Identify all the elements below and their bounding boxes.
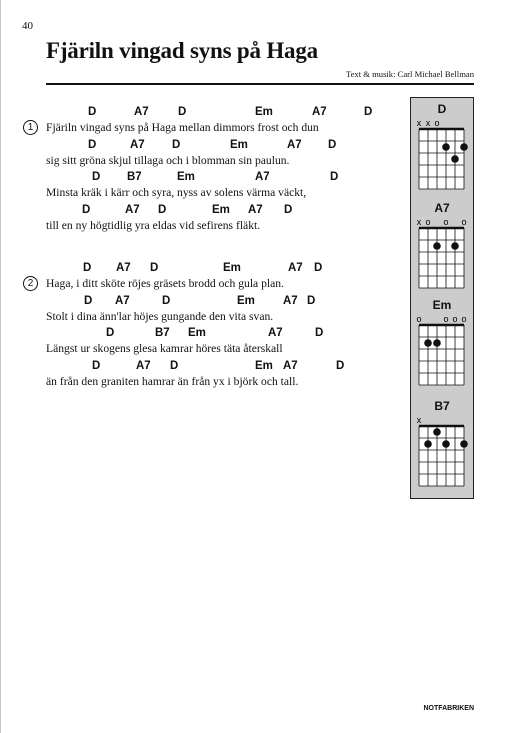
chord-symbol: Em	[177, 171, 195, 183]
chord-symbol: D	[307, 294, 316, 307]
chord-symbol: D	[284, 203, 293, 216]
finger-dot	[433, 242, 441, 250]
fretboard-background	[419, 325, 464, 385]
chord-symbol: D	[330, 171, 339, 183]
chord-symbol: Em	[255, 106, 273, 118]
open-string-marker: o	[461, 217, 467, 227]
chord-symbol: Em	[237, 294, 255, 307]
chord-symbol: D	[178, 106, 187, 118]
muted-string-marker: x	[416, 118, 422, 128]
chord-symbol: A7	[136, 359, 151, 372]
chord-symbol: A7	[287, 138, 302, 151]
muted-string-marker: x	[425, 118, 431, 128]
fretboard-grid	[411, 216, 473, 296]
lyric-line: sig sitt gröna skjul tillaga och i blomman sin paulun.	[46, 153, 290, 167]
finger-dot	[460, 143, 468, 151]
muted-string-marker: x	[416, 415, 422, 425]
page-number: 40	[22, 20, 33, 32]
chord-symbol: A7	[312, 106, 327, 118]
chord-symbol: A7	[134, 106, 149, 118]
open-string-marker: o	[443, 217, 449, 227]
chord-symbol: D	[336, 359, 345, 372]
chord-symbol: A7	[125, 203, 140, 216]
chord-symbol: D	[88, 138, 97, 151]
finger-dot	[442, 440, 450, 448]
open-string-marker: o	[416, 314, 422, 324]
chord-symbol: D	[88, 106, 97, 118]
chord-symbol: A7	[255, 171, 270, 183]
chord-symbol: A7	[283, 294, 298, 307]
chord-symbol: Em	[255, 359, 273, 372]
chord-symbol: D	[314, 262, 323, 274]
chord-symbol: D	[158, 203, 167, 216]
chord-symbol: D	[83, 262, 92, 274]
chord-symbol: A7	[115, 294, 130, 307]
chord-diagram-panel	[410, 97, 474, 499]
fretboard-background	[419, 228, 464, 288]
lyric-line: Stolt i dina änn'lar höjes gungande den vita svan.	[46, 309, 274, 323]
finger-dot	[451, 155, 459, 163]
chord-symbol: D	[92, 171, 101, 183]
finger-dot	[424, 339, 432, 347]
chord-symbol: Em	[188, 327, 206, 339]
chord-symbol: D	[84, 294, 93, 307]
fretboard-grid	[411, 414, 473, 494]
page-edge	[0, 0, 1, 733]
chord-diagram-name: B7	[434, 399, 450, 413]
chord-symbol: D	[82, 203, 91, 216]
chord-symbol: D	[315, 327, 324, 339]
chord-diagram-name: A7	[434, 201, 450, 215]
verse-number: 1	[23, 120, 38, 135]
chord-symbol: Em	[223, 262, 241, 274]
muted-string-marker: x	[416, 217, 422, 227]
finger-dot	[442, 143, 450, 151]
lyric-line: Fjäriln vingad syns på Haga mellan dimmors frost och dun	[46, 121, 319, 134]
fretboard-grid	[411, 313, 473, 393]
chord-symbol: A7	[130, 138, 145, 151]
chord-symbol: B7	[155, 327, 170, 339]
chord-symbol: A7	[288, 262, 303, 274]
lyric-line: Minsta kräk i kärr och syra, nyss av solens värma väckt,	[46, 186, 307, 199]
chord-symbol: Em	[230, 138, 248, 151]
fretboard-grid	[411, 117, 473, 197]
open-string-marker: o	[452, 314, 458, 324]
lyric-line: Haga, i ditt sköte röjes gräsets brodd och gula plan.	[46, 277, 284, 290]
chord-symbol: B7	[127, 171, 142, 183]
finger-dot	[424, 440, 432, 448]
finger-dot	[460, 440, 468, 448]
chord-symbol: D	[106, 327, 115, 339]
lyric-line: till en ny högtidlig yra eldas vid sefirens fläkt.	[46, 218, 261, 232]
chord-symbol: A7	[283, 359, 298, 372]
finger-dot	[451, 242, 459, 250]
chord-symbol: D	[170, 359, 179, 372]
chord-symbol: A7	[248, 203, 263, 216]
chord-symbol: A7	[268, 327, 283, 339]
chord-diagram-name: Em	[432, 298, 452, 312]
title-rule	[46, 83, 474, 85]
chord-symbol: Em	[212, 203, 230, 216]
chord-symbol: D	[150, 262, 159, 274]
lyric-line: än från den graniten hamrar än från yx i björk och tall.	[46, 374, 299, 388]
song-title: Fjäriln vingad syns på Haga	[46, 38, 318, 63]
chord-diagram-name: D	[437, 102, 447, 116]
chord-symbol: D	[92, 359, 101, 372]
chord-symbol: D	[364, 106, 373, 118]
lyric-line: Längst ur skogens glesa kamrar höres täta återskall	[46, 342, 283, 355]
verse-number: 2	[23, 276, 38, 291]
chord-symbol: D	[172, 138, 181, 151]
publisher-footer: NOTFABRIKEN	[423, 705, 474, 712]
finger-dot	[433, 339, 441, 347]
finger-dot	[433, 428, 441, 436]
song-credit: Text & musik: Carl Michael Bellman	[345, 69, 474, 79]
open-string-marker: o	[425, 217, 431, 227]
fretboard-background	[419, 426, 464, 486]
chord-symbol: A7	[116, 262, 131, 274]
open-string-marker: o	[434, 118, 440, 128]
chord-symbol: D	[328, 138, 337, 151]
open-string-marker: o	[461, 314, 467, 324]
chord-symbol: D	[162, 294, 171, 307]
open-string-marker: o	[443, 314, 449, 324]
